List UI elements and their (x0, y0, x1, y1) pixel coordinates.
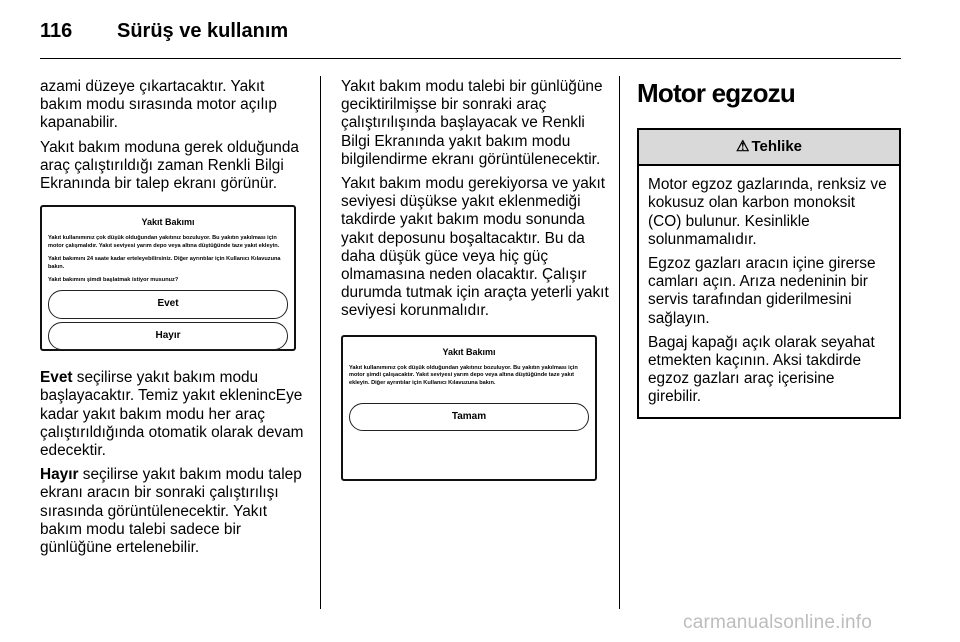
col1-paragraph-3 (40, 369, 308, 460)
fuel-maintenance-request-screen (40, 205, 296, 351)
page-header (40, 20, 288, 43)
warning-triangle-icon: ⚠ (735, 138, 750, 155)
column-divider-1 (320, 76, 321, 609)
column-divider-2 (619, 76, 620, 609)
screen-title: Yakıt Bakımı (442, 346, 496, 357)
screen-message: Yakıt kullanımınız çok düşük olduğundan yakıtınız bozuluyor. Bu yakıtın yakılması için motor şimdi çalışacaktır. Yakıt seviyesi yarım depo veya altına düştüğünde taze yakıt ekleyin. Diğer ayrıntılar için Kullanıcı Kılavuzuna bakın. (349, 364, 578, 386)
col1-paragraph-4-text: seçilirse yakıt bakım modu talep ekranı aracın bir sonraki çalıştırılışı sırasında görüntülenecektir. Yakıt bakım modu talebi sadece bir günlüğüne ertelenebilir. (40, 466, 302, 557)
screen-message-3: Yakıt bakımını şimdi başlatmak istiyor musunuz? (48, 277, 179, 284)
screen-message-2: Yakıt bakımını 24 saate kadar erteleyebilirsiniz. Diğer ayrıntılar için Kullanıcı Kılavuzuna bakın. (48, 256, 281, 270)
warning-paragraph-3: Bagaj kapağı açık olarak seyahat etmekten kaçının. Aksi takdirde egzoz gazları araç içerisine girebilir. (648, 333, 875, 406)
screen-message-1: Yakıt kullanımınız çok düşük olduğundan yakıtınız bozuluyor. Bu yakıtın yakılması için motor çalışmalıdır. Yakıt seviyesi yarım depo veya altına düştüğünde taze yakıt ekleyin. (48, 235, 280, 249)
danger-warning-box (637, 128, 901, 419)
keyword-no: Hayır (40, 466, 79, 484)
chapter-title: Sürüş ve kullanım (117, 20, 289, 42)
col2-paragraph-1: Yakıt bakım modu talebi bir günlüğüne geciktirilmişse bir sonraki araç çalıştırılışında başlayacak ve Renkli Bilgi Ekranında yakıt bakım modu bilgilendirme ekranı görüntülenecektir. (341, 78, 603, 168)
col2-paragraph-2: Yakıt bakım modu gerekiyorsa ve yakıt seviyesi düşükse yakıt eklenmediği takdirde yakıt bakım modu sonunda yakıt deposunu boşaltacaktır. Bu da daha düşük gücе veya hiç güç olmamasına neden olacaktır. Çalışır durumda tutmak için araçta yeterli yakıt seviyesi korunmalıdır. (341, 175, 609, 320)
warning-paragraph-1: Motor egzoz gazlarında, renksiz ve kokusuz olan karbon monoksit (CO) bulunur. Kesinlikle solunmamalıdır. (648, 176, 887, 248)
page-number: 116 (40, 20, 73, 42)
warning-title: Tehlike (751, 138, 803, 155)
no-button[interactable]: Hayır (48, 322, 288, 350)
section-title: Motor egzozu (637, 78, 795, 108)
col1-paragraph-2: Yakıt bakım moduna gerek olduğunda araç çalıştırıldığı zaman Renkli Bilgi Ekranında bir talep ekranı görünür. (40, 138, 299, 193)
fuel-maintenance-info-screen (341, 335, 597, 481)
column-2 (341, 78, 609, 499)
header-rule (40, 58, 901, 59)
column-3 (637, 78, 901, 419)
warning-body (639, 166, 899, 416)
watermark: carmanualsonline.info (683, 612, 873, 633)
col1-paragraph-3-text: seçilirse yakıt bakım modu başlayacaktır. Temiz yakıt eklenincEye kadar yakıt bakım modu her araç çalıştırıldığında otomatik olarak devam edecektir. (40, 369, 304, 460)
keyword-yes: Evet (40, 369, 73, 387)
column-1 (40, 78, 308, 563)
ok-button[interactable]: Tamam (349, 403, 589, 431)
screen-title: Yakıt Bakımı (141, 217, 195, 228)
yes-button[interactable]: Evet (48, 290, 288, 318)
col1-paragraph-1: azami düzeye çıkartacaktır. Yakıt bakım modu sırasında motor açılıp kapanabilir. (40, 78, 277, 132)
warning-header (639, 130, 899, 166)
warning-paragraph-2: Egzoz gazları aracın içine girerse camları açın. Arıza nedeninin bir servis tarafından giderilmesini sağlayın. (648, 255, 876, 327)
col1-paragraph-4 (40, 466, 308, 557)
